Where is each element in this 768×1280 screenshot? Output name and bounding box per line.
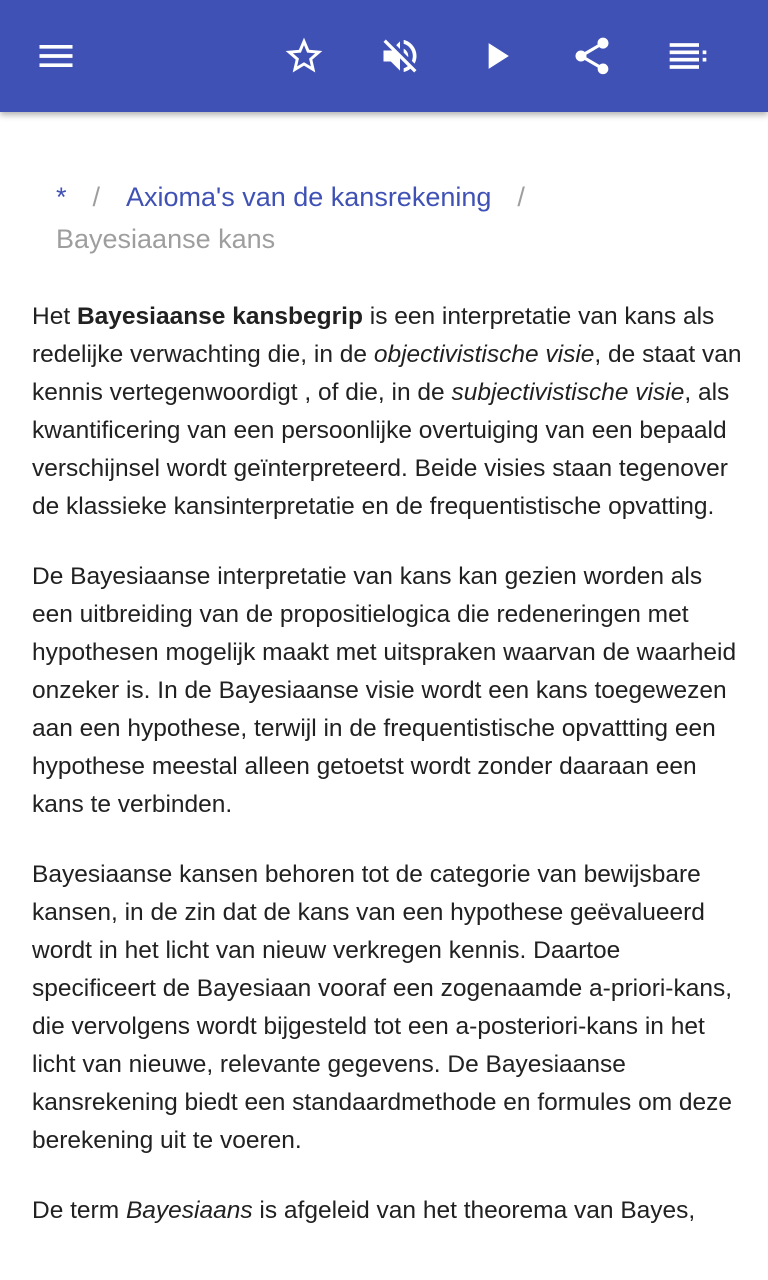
text-run: is afgeleid van het theorema van Bayes, [252, 1197, 696, 1224]
paragraph: Bayesiaanse kansen behoren tot de categorie van bewijsbare kansen, in de zin dat de kans van een hypothese geëvalueerd wordt in het licht van nieuw verkregen kennis. Daartoe specificeert de Bayesiaan vooraf een zogenaamde a-priori-kans, die vervolgens wordt bijgesteld tot een a-posteriori-kans in het licht van nieuwe, relevante gegevens. De Bayesiaanse kansrekening biedt een standaardmethode en formules om deze berekening uit te voeren. [32, 861, 733, 1154]
bold-term: Bayesiaanse kansbegrip [76, 303, 363, 330]
paragraph [32, 298, 744, 526]
share-button[interactable] [560, 24, 624, 88]
paragraph [32, 1192, 744, 1230]
breadcrumb-current: Bayesiaanse kans [56, 224, 276, 254]
text-run: De term [32, 1197, 126, 1224]
app-bar [0, 0, 768, 112]
play-button[interactable] [464, 24, 528, 88]
article-body [32, 298, 744, 1262]
menu-button[interactable] [24, 24, 88, 88]
breadcrumb-separator: / [92, 182, 101, 212]
article-content [0, 112, 768, 1280]
breadcrumb-separator: / [517, 182, 525, 212]
breadcrumb [56, 176, 716, 260]
text-run: is een interpretatie van kans als redelijke verwachting die, in de [32, 303, 715, 368]
mute-button[interactable] [368, 24, 432, 88]
volume-off-icon [378, 34, 422, 78]
share-icon [570, 34, 614, 78]
text-run: , de staat van kennis vertegenwoordigt , of die, in de [32, 341, 742, 406]
breadcrumb-parent-link[interactable]: Axioma's van de kansrekening [126, 182, 492, 212]
italic-term: subjectivistische visie [451, 379, 685, 406]
italic-term: objectivistische visie [373, 341, 595, 368]
play-icon [474, 34, 518, 78]
playlist-button[interactable] [656, 24, 720, 88]
bookmark-button[interactable] [272, 24, 336, 88]
paragraph: De Bayesiaanse interpretatie van kans kan gezien worden als een uitbreiding van de propositielogica die redeneringen met hypothesen mogelijk maakt met uitspraken waarvan de waarheid onzeker is. In de Bayesiaanse visie wordt een kans toegewezen aan een hypothese, terwijl in de frequentistische opvattting een hypothese meestal alleen getoetst wordt zonder daaraan een kans te verbinden. [32, 563, 737, 818]
text-run: , als kwantificering van een persoonlijke overtuiging van een bepaald verschijnsel wordt geïnterpreteerd. Beide visies staan tegenover de klassieke kansinterpretatie en de frequentistische opvatting. [32, 379, 730, 520]
text-run: Het [32, 303, 77, 330]
menu-icon [34, 34, 78, 78]
star-outline-icon [282, 34, 326, 78]
italic-term: Bayesiaans [125, 1197, 253, 1224]
breadcrumb-home-link[interactable]: * [56, 182, 67, 212]
playlist-icon [666, 34, 710, 78]
